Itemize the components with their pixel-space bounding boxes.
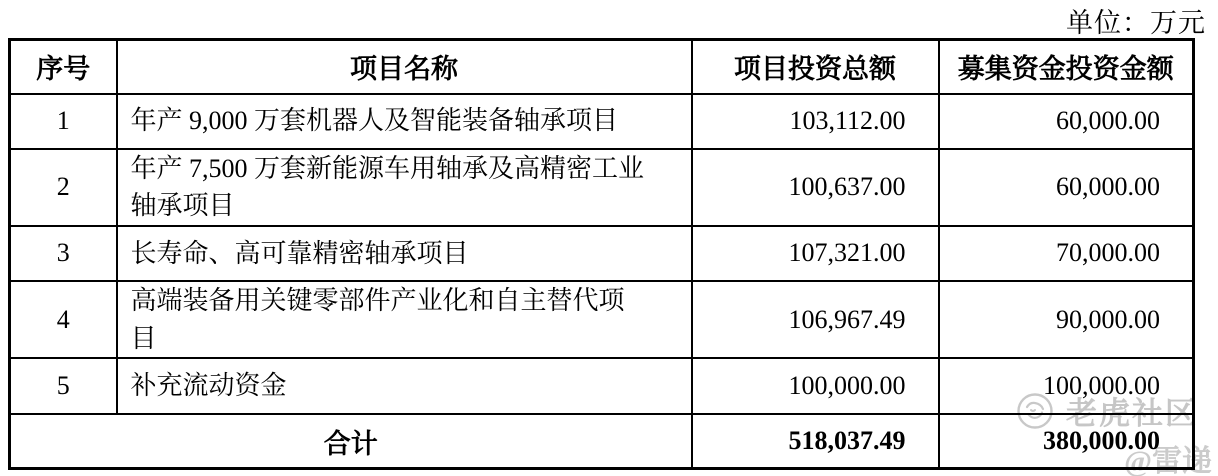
row-seq: 3 bbox=[10, 226, 117, 281]
watermark-community-name: 老虎社区 bbox=[1066, 396, 1198, 431]
row-raised-funds: 60,000.00 bbox=[939, 149, 1194, 226]
table-row bbox=[10, 94, 1194, 149]
row-project-name bbox=[117, 94, 692, 149]
row-seq: 5 bbox=[10, 358, 117, 414]
header-total-investment: 项目投资总额 bbox=[692, 40, 939, 94]
unit-label: 单位：万元 bbox=[1066, 8, 1206, 38]
row-seq: 2 bbox=[10, 149, 117, 226]
table-row bbox=[10, 281, 1194, 358]
row-project-name bbox=[117, 226, 692, 281]
total-investment-sum: 518,037.49 bbox=[692, 414, 939, 468]
project-name-text: 补充流动资金 bbox=[130, 371, 287, 401]
table-total-row bbox=[10, 414, 1194, 468]
table-row bbox=[10, 358, 1194, 414]
row-raised-funds: 100,000.00 bbox=[939, 358, 1194, 414]
project-name-text: 年产 7,500 万套新能源车用轴承及高精密工业轴承项目 bbox=[130, 153, 645, 221]
row-project-name bbox=[117, 149, 692, 226]
row-project-name bbox=[117, 281, 692, 358]
header-project-name: 项目名称 bbox=[117, 40, 692, 94]
row-raised-funds: 60,000.00 bbox=[939, 94, 1194, 149]
row-seq: 1 bbox=[10, 94, 117, 149]
fundraising-projects-table bbox=[8, 38, 1195, 470]
header-raised-funds: 募集资金投资金额 bbox=[939, 40, 1194, 94]
project-name-text: 年产 9,000 万套机器人及智能装备轴承项目 bbox=[130, 106, 619, 136]
table-row bbox=[10, 149, 1194, 226]
project-name-text: 高端装备用关键零部件产业化和自主替代项目 bbox=[130, 285, 625, 353]
row-total-investment: 100,637.00 bbox=[692, 149, 939, 226]
raised-funds-sum: 380,000.00 bbox=[939, 414, 1194, 468]
project-name-text: 长寿命、高可靠精密轴承项目 bbox=[130, 238, 469, 268]
row-total-investment: 100,000.00 bbox=[692, 358, 939, 414]
row-project-name bbox=[117, 358, 692, 414]
row-raised-funds: 70,000.00 bbox=[939, 226, 1194, 281]
header-seq: 序号 bbox=[10, 40, 117, 94]
table-row bbox=[10, 226, 1194, 281]
row-raised-funds: 90,000.00 bbox=[939, 281, 1194, 358]
watermark-user-handle: @雷递 bbox=[1124, 445, 1212, 476]
table-header-row bbox=[10, 40, 1194, 94]
row-total-investment: 107,321.00 bbox=[692, 226, 939, 281]
row-seq: 4 bbox=[10, 281, 117, 358]
row-total-investment: 106,967.49 bbox=[692, 281, 939, 358]
row-total-investment: 103,112.00 bbox=[692, 94, 939, 149]
total-label: 合计 bbox=[10, 414, 692, 468]
